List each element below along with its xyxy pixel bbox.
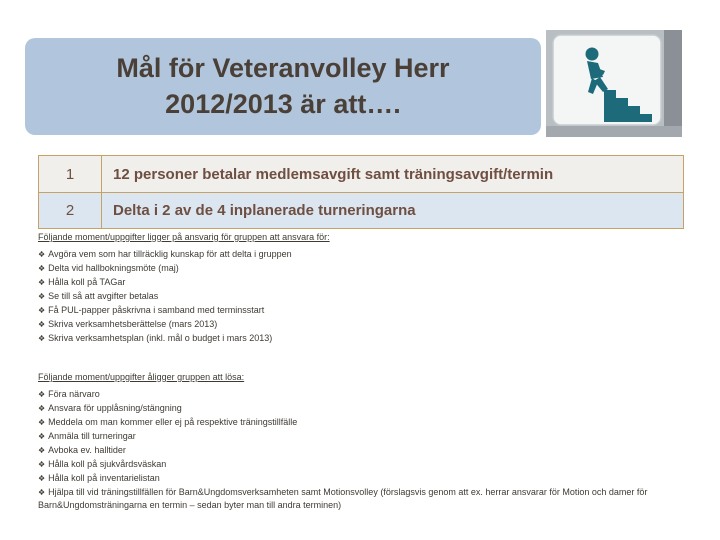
row-number: 1 xyxy=(39,156,102,192)
list-item-text: Hålla koll på inventarielistan xyxy=(48,473,160,483)
row-text: 12 personer betalar medlemsavgift samt träningsavgift/termin xyxy=(113,165,554,183)
bullet-icon: ❖ xyxy=(38,264,46,273)
bullet-icon: ❖ xyxy=(38,474,46,483)
list-item xyxy=(38,290,690,303)
list-item-text: Hålla koll på sjukvårdsväskan xyxy=(48,459,167,469)
bullet-icon: ❖ xyxy=(38,278,46,287)
list-item xyxy=(38,402,690,415)
list-item-text: Skriva verksamhetsberättelse (mars 2013) xyxy=(48,319,218,329)
list-item xyxy=(38,388,690,401)
table-row xyxy=(39,156,683,192)
bullet-icon: ❖ xyxy=(38,292,46,301)
bullet-icon: ❖ xyxy=(38,334,46,343)
list-item xyxy=(38,416,690,429)
list-item-text: Avgöra vem som har tillräcklig kunskap för att delta i gruppen xyxy=(48,249,292,259)
list-item xyxy=(38,332,690,345)
page-title: Mål för Veteranvolley Herr 2012/2013 är att…. xyxy=(116,53,450,119)
title-box xyxy=(25,38,541,135)
slide-body xyxy=(38,231,690,513)
list-item-text: Skriva verksamhetsplan (inkl. mål o budget i mars 2013) xyxy=(48,333,273,343)
bullet-icon: ❖ xyxy=(38,320,46,329)
list-item xyxy=(38,248,690,261)
section-group-tasks xyxy=(38,371,690,512)
list-item xyxy=(38,458,690,471)
goals-table xyxy=(38,155,684,229)
list-item-text: Anmäla till turneringar xyxy=(48,431,136,441)
list-item-text: Föra närvaro xyxy=(48,389,100,399)
list-item xyxy=(38,262,690,275)
list-item xyxy=(38,486,690,512)
bullet-icon: ❖ xyxy=(38,250,46,259)
list-item-text: Se till så att avgifter betalas xyxy=(48,291,159,301)
bullet-icon: ❖ xyxy=(38,488,46,497)
row-number: 2 xyxy=(39,193,102,228)
bullet-icon: ❖ xyxy=(38,432,46,441)
bullet-icon: ❖ xyxy=(38,460,46,469)
list-item-text: Delta vid hallbokningsmöte (maj) xyxy=(48,263,179,273)
bullet-icon: ❖ xyxy=(38,390,46,399)
list-item xyxy=(38,430,690,443)
list-item xyxy=(38,318,690,331)
list-item-text: Hjälpa till vid träningstillfällen för Barn&Ungdomsverksamheten samt Motionsvolley (förslagsvis genom att ex. herrar ansvarar för Motion och damer för Barn&Ungdomsträningarna en termin – sedan byter man till andra terminen) xyxy=(38,487,648,510)
list-item-text: Få PUL-papper påskrivna i samband med terminsstart xyxy=(48,305,265,315)
stairs-sign-photo xyxy=(546,30,682,137)
bullet-icon: ❖ xyxy=(38,418,46,427)
section-heading: Följande moment/uppgifter ligger på ansvarig för gruppen att ansvara för: xyxy=(38,232,330,242)
list-item xyxy=(38,444,690,457)
list-item-text: Hålla koll på TAGar xyxy=(48,277,126,287)
stairs-sign-icon xyxy=(546,30,682,137)
list-item xyxy=(38,304,690,317)
bullet-icon: ❖ xyxy=(38,306,46,315)
list-item xyxy=(38,276,690,289)
bullet-icon: ❖ xyxy=(38,446,46,455)
bullet-icon: ❖ xyxy=(38,404,46,413)
section-heading: Följande moment/uppgifter åligger gruppen att lösa: xyxy=(38,372,245,382)
row-text: Delta i 2 av de 4 inplanerade turneringarna xyxy=(113,202,416,219)
list-item xyxy=(38,472,690,485)
list-item-text: Meddela om man kommer eller ej på respektive träningstillfälle xyxy=(48,417,298,427)
table-row xyxy=(39,192,683,228)
list-item-text: Avboka ev. halltider xyxy=(48,445,126,455)
list-item-text: Ansvara för upplåsning/stängning xyxy=(48,403,182,413)
section-responsible xyxy=(38,231,690,345)
